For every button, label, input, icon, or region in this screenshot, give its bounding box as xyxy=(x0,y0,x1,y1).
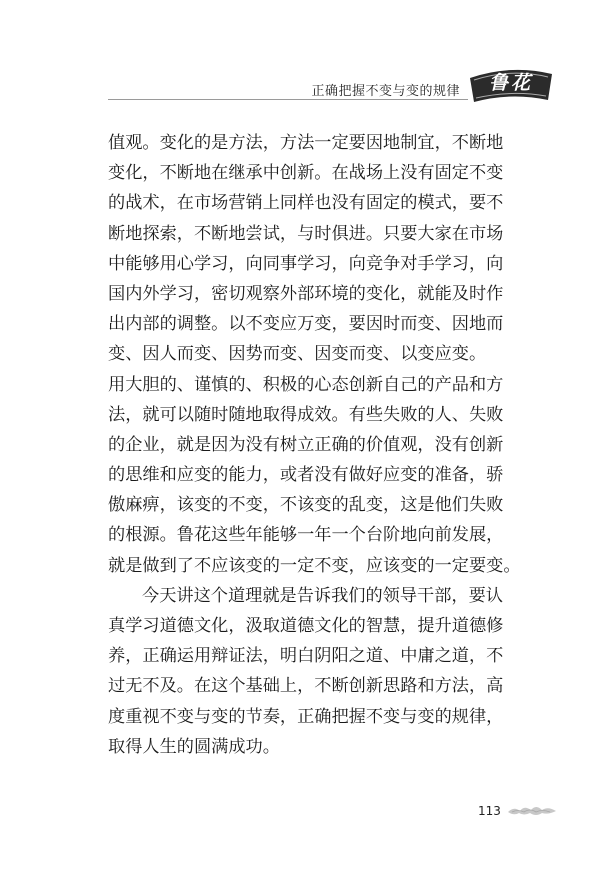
text-line: 度重视不变与变的节奏，正确把握不变与变的规律， xyxy=(108,706,504,727)
running-title: 正确把握不变与变的规律 xyxy=(311,84,460,99)
text-line: 的思维和应变的能力，或者没有做好应变的准备，骄 xyxy=(108,465,504,486)
text-line: 傲麻痹，该变的不变，不该变的乱变，这是他们失败 xyxy=(108,495,504,516)
text-line: 断地探索，不断地尝试，与时俱进。只要大家在市场 xyxy=(108,223,504,244)
text-line: 的企业，就是因为没有树立正确的价值观，没有创新 xyxy=(108,434,504,455)
text-line: 真学习道德文化，汲取道德文化的智慧，提升道德修 xyxy=(108,616,504,636)
text-line: 中能够用心学习，向同事学习，向竞争对手学习，向 xyxy=(108,253,504,274)
text-line: 养，正确运用辩证法，明白阴阳之道、中庸之道，不 xyxy=(108,646,504,667)
cloud-ornament-icon xyxy=(506,802,558,818)
text-line: 出内部的调整。以不变应万变，要因时而变、因地而 xyxy=(108,314,504,335)
text-line: 的战术，在市场营销上同样也没有固定的模式，要不 xyxy=(108,193,504,214)
logo-text: 鲁花 xyxy=(488,72,533,94)
luhua-logo-badge xyxy=(468,60,554,108)
text-line: 值观。变化的是方法，方法一定要因地制宜，不断地 xyxy=(108,133,504,153)
text-line: 过无不及。在这个基础上，不断创新思路和方法，高 xyxy=(108,676,504,697)
text-line: 取得人生的圆满成功。 xyxy=(108,736,280,757)
text-line: 的根源。鲁花这些年能够一年一个台阶地向前发展， xyxy=(108,525,504,546)
text-line: 国内外学习，密切观察外部环境的变化，就能及时作 xyxy=(108,283,504,304)
text-line: 用大胆的、谨慎的、积极的心态创新自己的产品和方 xyxy=(108,374,504,395)
text-line: 变化，不断地在继承中创新。在战场上没有固定不变 xyxy=(108,163,504,184)
text-line: 就是做到了不应该变的一定不变，应该变的一定要变。 xyxy=(108,555,521,576)
page-number: 113 xyxy=(478,804,501,818)
body-text xyxy=(108,128,521,762)
text-line: 法，就可以随时随地取得成效。有些失败的人、失败 xyxy=(108,404,504,425)
header-rule xyxy=(108,99,468,100)
text-line-paragraph-start: 今天讲这个道理就是告诉我们的领导干部，要认 xyxy=(142,585,503,606)
text-line: 变、因人而变、因势而变、因变而变、以变应变。 xyxy=(108,344,487,365)
